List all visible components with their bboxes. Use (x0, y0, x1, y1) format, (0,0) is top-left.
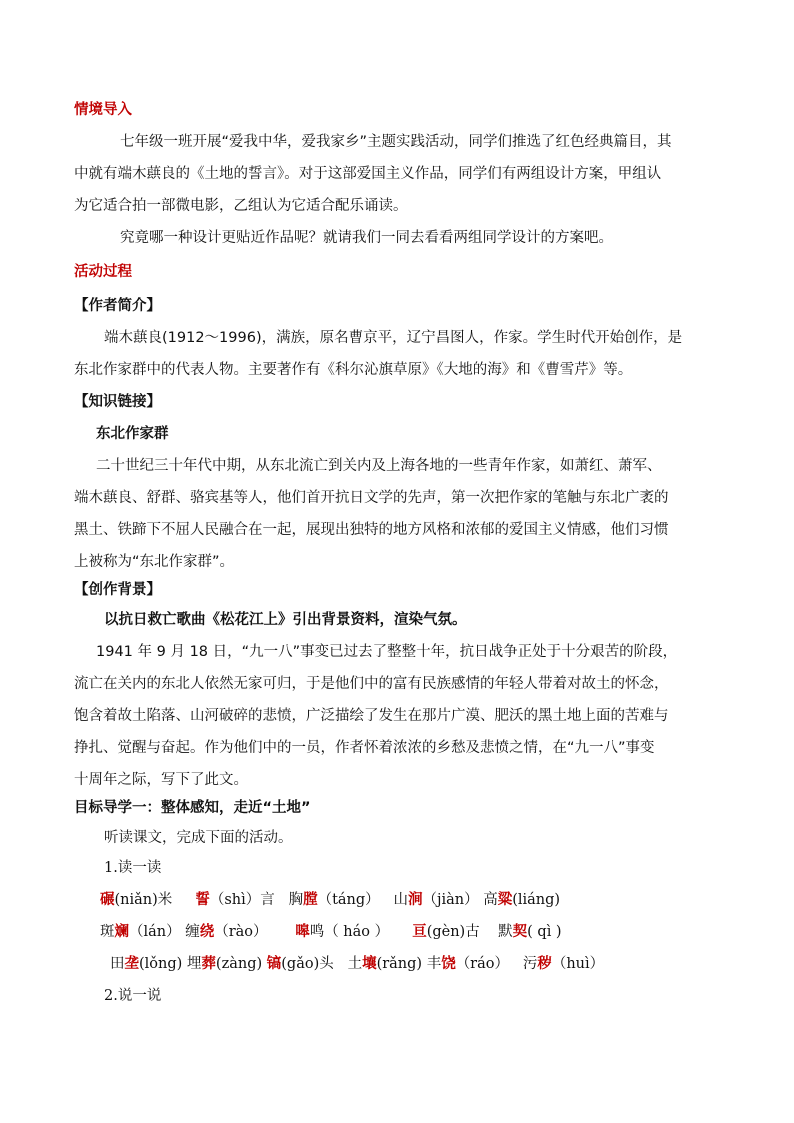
author-line-2: 东北作家群中的代表人物。主要著作有《科尔沁旗草原》《大地的海》和《曹雪芹》等。 (74, 362, 633, 378)
background-line-2: 流亡在关内的东北人依然无家可归，于是他们中的富有民族感情的年轻人带着对故土的怀念， (74, 676, 669, 692)
scenario-text: 七年级一班开展“爱我中华，爱我家乡”主题实践活动，同学们推选了红色经典篇目，其 (120, 134, 672, 150)
word-niannmi: 碾(niǎn)米 (100, 891, 173, 908)
word-haoming: 嗥鸣（ háo ） (295, 923, 390, 940)
word-maizang: 埋葬(zàng) (186, 955, 263, 972)
knowledge-subtitle: 东北作家群 (96, 426, 169, 442)
word-gaoliang: 高粱(liáng) (483, 891, 561, 908)
scenario-line-2: 中就有端木蕻良的《土地的誓言》。对于这部爱国主义作品，同学们有两组设计方案，甲组认 (74, 166, 662, 182)
label-knowledge: 【知识链接】 (74, 394, 161, 410)
knowledge-line-1: 二十世纪三十年代中期，从东北流亡到关内及上海各地的一些青年作家，如萧红、萧军、 (96, 458, 662, 474)
background-line-1: 1941 年 9 月 18 日，“九一八”事变已过去了整整十年，抗日战争正处于十分艰苦的阶段， (96, 644, 678, 660)
word-gaotou: 镐(gǎo)头 (266, 955, 334, 972)
goal-heading: 目标导学一：整体感知，走近“土地” (74, 800, 311, 816)
label-background: 【创作背景】 (74, 582, 161, 598)
scenario-line-4: 究竟哪一种设计更贴近作品呢？就请我们一同去看看两组同学设计的方案吧。 (120, 230, 613, 246)
heading-scenario: 情境导入 (74, 102, 132, 118)
word-gengu: 亘(gèn)古 (412, 923, 480, 940)
knowledge-line-2: 端木蕻良、舒群、骆宾基等人，他们首开抗日文学的先声，第一次把作家的笔触与东北广袤的 (74, 490, 669, 506)
word-fengrao: 丰饶（ráo） (426, 955, 509, 972)
word-moqi: 默契( qì ) (498, 923, 562, 940)
task-read: 1.读一读 (104, 860, 162, 876)
word-turang: 土壤(rǎng) (347, 955, 423, 972)
knowledge-line-3: 黑土、铁蹄下不屈人民融合在一起，展现出独特的地方风格和浓郁的爱国主义情感，他们习惯 (74, 522, 669, 538)
word-banlan: 斑斓（lán） (100, 923, 181, 940)
word-tianlong: 田垄(lǒng) (110, 955, 183, 972)
knowledge-line-4: 上被称为“东北作家群”。 (74, 554, 235, 570)
word-xiongtang: 胸膛（táng） (288, 891, 380, 908)
background-line-3: 饱含着故土陷落、山河破碎的悲愤，广泛描绘了发生在那片广漠、肥沃的黑土地上面的苦难与 (74, 708, 669, 724)
word-shanjian: 山涧（jiàn） (393, 891, 479, 908)
pinyin-row-2 (100, 922, 562, 942)
scenario-line-1 (120, 132, 720, 152)
word-chanrao: 缠绕（rào） (185, 923, 268, 940)
background-line-4: 挣扎、觉醒与奋起。作为他们中的一员，作者怀着浓浓的乡愁及悲愤之情，在“九一八”事变 (74, 740, 655, 756)
author-line-1: 端木蕻良(1912～1996)，满族，原名曹京平，辽宁昌图人，作家。学生时代开始创作，是 (104, 330, 683, 346)
scenario-line-3: 为它适合拍一部微电影，乙组认为它适合配乐诵读。 (74, 198, 408, 214)
word-shiyan: 誓（shì）言 (195, 891, 275, 908)
label-author: 【作者简介】 (74, 298, 161, 314)
background-line-5: 十周年之际，写下了此文。 (74, 772, 248, 788)
pinyin-row-1 (100, 890, 560, 910)
goal-instruction: 听读课文，完成下面的活动。 (104, 830, 293, 846)
task-say: 2.说一说 (104, 988, 162, 1004)
word-wuhui: 污秽（huì） (522, 955, 605, 972)
pinyin-row-3 (110, 954, 604, 974)
heading-activity: 活动过程 (74, 264, 132, 280)
background-intro: 以抗日救亡歌曲《松花江上》引出背景资料，渲染气氛。 (104, 612, 467, 628)
